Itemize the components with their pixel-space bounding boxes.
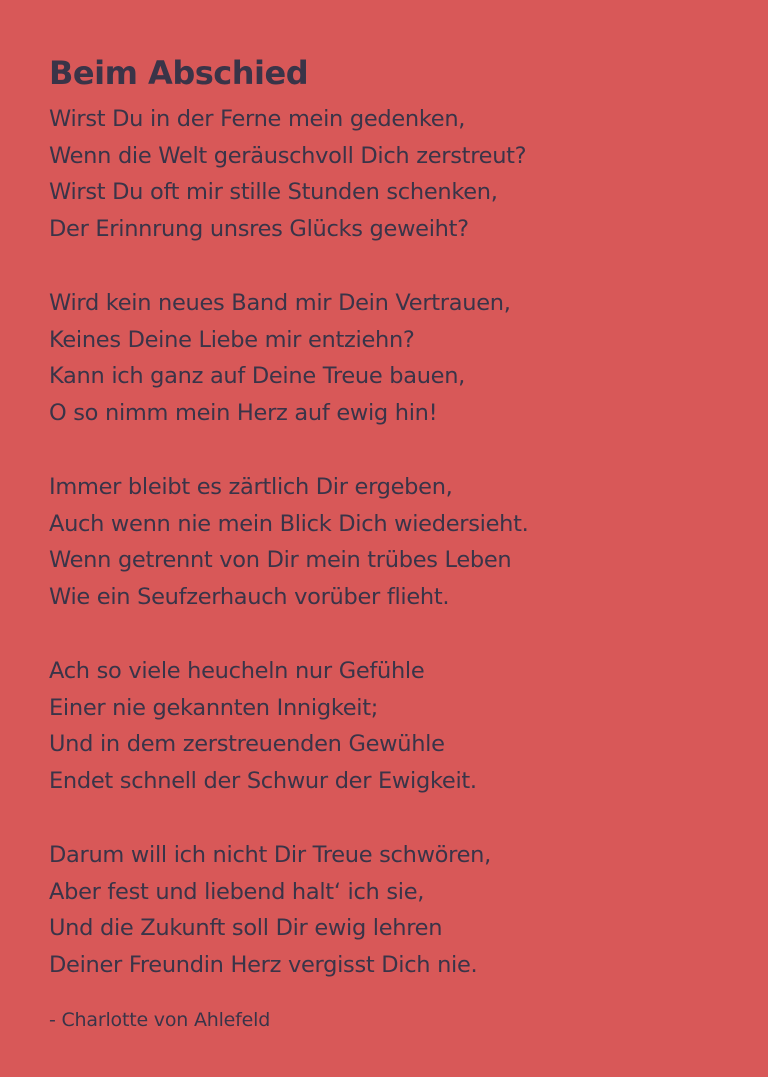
poem-line: Wenn die Welt geräuschvoll Dich zerstreut? (49, 142, 527, 169)
poem-line: Der Erinnrung unsres Glücks geweiht? (49, 215, 469, 242)
poem-line: Kann ich ganz auf Deine Treue bauen, (49, 363, 466, 389)
poem-line: Einer nie gekannten Innigkeit; (49, 694, 379, 721)
poem-line: Wie ein Seufzerhauch vorüber flieht. (49, 583, 450, 610)
poem-line: Wirst Du oft mir stille Stunden schenken, (49, 179, 498, 205)
poem-line: Und die Zukunft soll Dir ewig lehren (49, 915, 443, 941)
poem-line: Und in dem zerstreuenden Gewühle (49, 731, 445, 757)
poem-body (49, 101, 719, 983)
stanza-2 (49, 285, 719, 431)
poem-line: Wirst Du in der Ferne mein gedenken, (49, 106, 466, 132)
stanza-1 (49, 101, 719, 247)
poem-line: Darum will ich nicht Dir Treue schwören, (49, 842, 491, 868)
poem-line: Ach so viele heucheln nur Gefühle (49, 658, 425, 684)
poem-line: Auch wenn nie mein Blick Dich wiedersieht. (49, 510, 529, 537)
poem-author: - Charlotte von Ahlefeld (49, 1009, 271, 1031)
poem-line: Immer bleibt es zärtlich Dir ergeben, (49, 474, 453, 500)
poem-line: Keines Deine Liebe mir entziehn? (49, 326, 415, 353)
stanza-3 (49, 469, 719, 615)
stanza-5 (49, 837, 719, 983)
poem-line: Wenn getrennt von Dir mein trübes Leben (49, 547, 512, 573)
poem-line: Endet schnell der Schwur der Ewigkeit. (49, 767, 477, 794)
stanza-4 (49, 653, 719, 799)
poem-line: Wird kein neues Band mir Dein Vertrauen, (49, 290, 511, 316)
poem-line: O so nimm mein Herz auf ewig hin! (49, 399, 438, 426)
poem-line: Deiner Freundin Herz vergisst Dich nie. (49, 951, 478, 978)
poem-line: Aber fest und liebend halt‘ ich sie, (49, 878, 425, 905)
poem-title: Beim Abschied (49, 54, 309, 92)
